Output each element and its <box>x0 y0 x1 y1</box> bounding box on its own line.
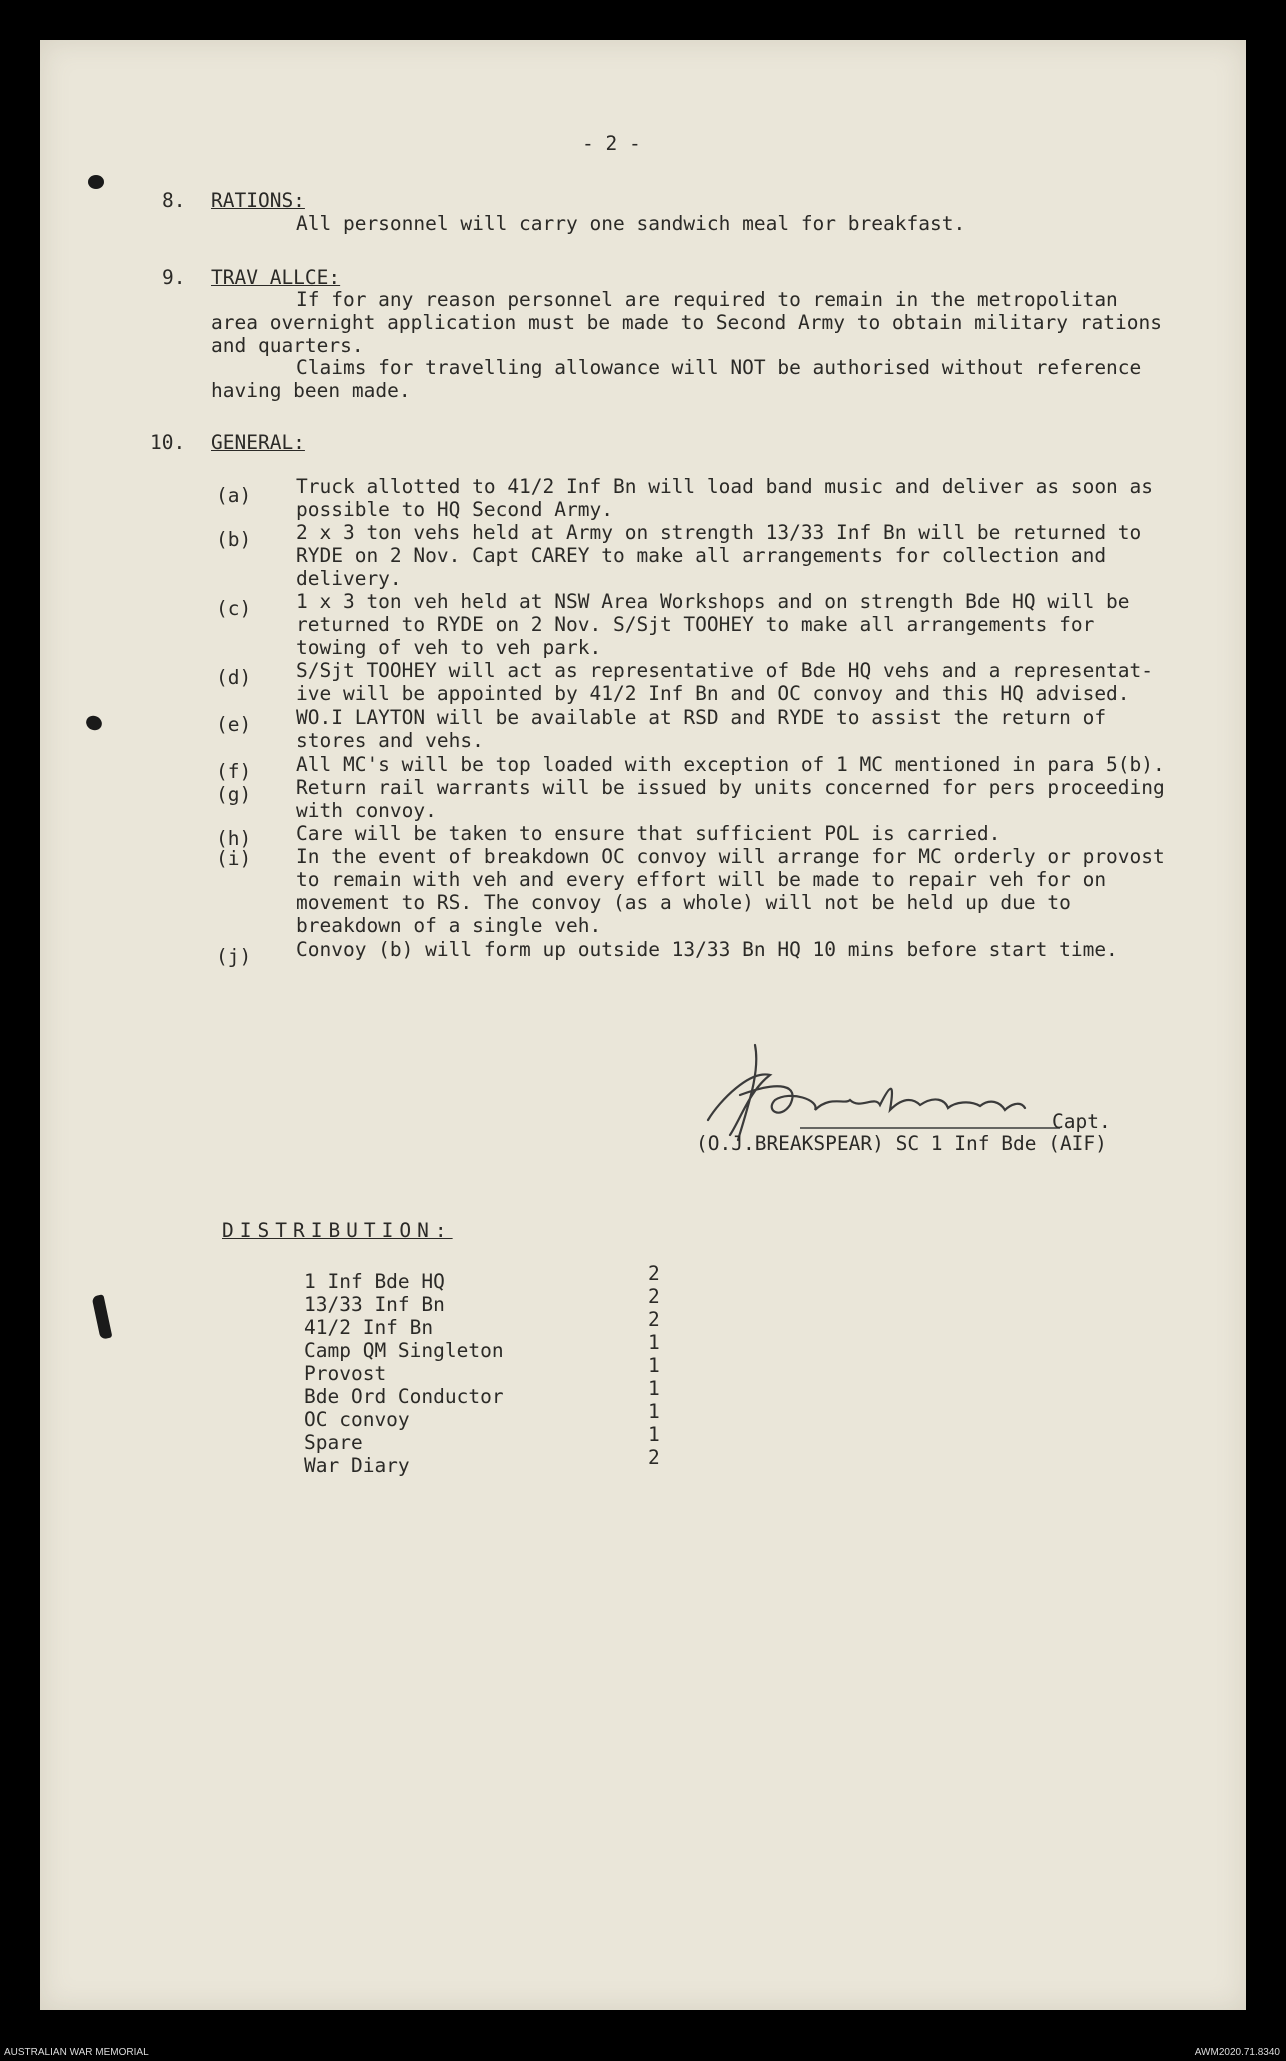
item-line: WO.I LAYTON will be available at RSD and RYDE to assist the return of <box>296 706 1107 729</box>
item-line: ive will be appointed by 41/2 Inf Bn and OC convoy and this HQ advised. <box>296 682 1130 705</box>
section-9-heading: TRAV ALLCE: <box>211 266 341 289</box>
item-line: All MC's will be top loaded with exception of 1 MC mentioned in para 5(b). <box>296 753 1165 776</box>
punch-hole-mark <box>88 175 104 189</box>
distribution-name: War Diary <box>304 1454 410 1477</box>
page-number: - 2 - <box>582 132 641 155</box>
footer-accession-number: AWM2020.71.8340 <box>1194 2047 1280 2058</box>
item-line: delivery. <box>296 567 402 590</box>
section-8-line: All personnel will carry one sandwich meal for breakfast. <box>296 212 966 235</box>
section-9-line: If for any reason personnel are required to remain in the metropolitan <box>296 288 1118 311</box>
item-line: Return rail warrants will be issued by units concerned for pers proceeding <box>296 776 1165 799</box>
distribution-count: 2 <box>648 1262 660 1285</box>
section-9-line: Claims for travelling allowance will NOT be authorised without reference <box>296 356 1142 379</box>
item-line: In the event of breakdown OC convoy will arrange for MC orderly or provost <box>296 845 1165 868</box>
document-page <box>40 40 1246 2010</box>
item-line: to remain with veh and every effort will be made to repair veh for on <box>296 868 1107 891</box>
section-9-line: having been made. <box>211 379 411 402</box>
item-label: (e) <box>216 713 252 736</box>
section-10-heading: GENERAL: <box>211 431 305 454</box>
item-line: RYDE on 2 Nov. Capt CAREY to make all arrangements for collection and <box>296 544 1107 567</box>
distribution-name: Provost <box>304 1362 387 1385</box>
item-line: Care will be taken to ensure that sufficient POL is carried. <box>296 822 1001 845</box>
item-label: (d) <box>216 666 252 689</box>
item-line: Truck allotted to 41/2 Inf Bn will load band music and deliver as soon as <box>296 475 1154 498</box>
distribution-name: OC convoy <box>304 1408 410 1431</box>
item-label: (i) <box>216 847 252 870</box>
distribution-name: 13/33 Inf Bn <box>304 1293 445 1316</box>
distribution-count: 1 <box>648 1354 660 1377</box>
section-9-number: 9. <box>162 266 186 289</box>
distribution-name: 1 Inf Bde HQ <box>304 1270 445 1293</box>
item-line: 1 x 3 ton veh held at NSW Area Workshops and on strength Bde HQ will be <box>296 590 1130 613</box>
item-line: S/Sjt TOOHEY will act as representative of Bde HQ vehs and a representat- <box>296 659 1154 682</box>
item-line: breakdown of a single veh. <box>296 914 602 937</box>
distribution-heading: DISTRIBUTION: <box>222 1219 453 1242</box>
distribution-count: 2 <box>648 1285 660 1308</box>
distribution-count: 2 <box>648 1308 660 1331</box>
section-8-number: 8. <box>162 189 186 212</box>
distribution-name: 41/2 Inf Bn <box>304 1316 434 1339</box>
item-line: with convoy. <box>296 799 437 822</box>
distribution-name: Bde Ord Conductor <box>304 1385 504 1408</box>
signature-rank: Capt. <box>1052 1110 1111 1133</box>
item-label: (f) <box>216 760 252 783</box>
distribution-count: 2 <box>648 1446 660 1469</box>
section-9-line: area overnight application must be made to Second Army to obtain military rations <box>211 311 1162 334</box>
item-line: stores and vehs. <box>296 729 484 752</box>
section-9-line: and quarters. <box>211 334 364 357</box>
distribution-name: Camp QM Singleton <box>304 1339 504 1362</box>
item-label: (h) <box>216 827 252 850</box>
signature-name: (O.J.BREAKSPEAR) SC 1 Inf Bde (AIF) <box>696 1132 1107 1155</box>
distribution-count: 1 <box>648 1331 660 1354</box>
item-line: movement to RS. The convoy (as a whole) will not be held up due to <box>296 891 1071 914</box>
item-line: Convoy (b) will form up outside 13/33 Bn HQ 10 mins before start time. <box>296 938 1118 961</box>
item-line: towing of veh to veh park. <box>296 636 602 659</box>
section-8-heading: RATIONS: <box>211 189 305 212</box>
distribution-count: 1 <box>648 1400 660 1423</box>
distribution-name: Spare <box>304 1431 363 1454</box>
punch-hole-mark <box>92 1294 113 1340</box>
item-line: possible to HQ Second Army. <box>296 498 613 521</box>
distribution-count: 1 <box>648 1423 660 1446</box>
item-label: (a) <box>216 484 252 507</box>
item-line: 2 x 3 ton vehs held at Army on strength 13/33 Inf Bn will be returned to <box>296 521 1142 544</box>
item-label: (j) <box>216 945 252 968</box>
item-label: (c) <box>216 597 252 620</box>
item-label: (b) <box>216 528 252 551</box>
punch-hole-mark <box>84 713 104 732</box>
section-10-number: 10. <box>150 431 186 454</box>
item-label: (g) <box>216 783 252 806</box>
footer-archive-label: AUSTRALIAN WAR MEMORIAL <box>4 2047 149 2058</box>
item-line: returned to RYDE on 2 Nov. S/Sjt TOOHEY to make all arrangements for <box>296 613 1095 636</box>
distribution-count: 1 <box>648 1377 660 1400</box>
